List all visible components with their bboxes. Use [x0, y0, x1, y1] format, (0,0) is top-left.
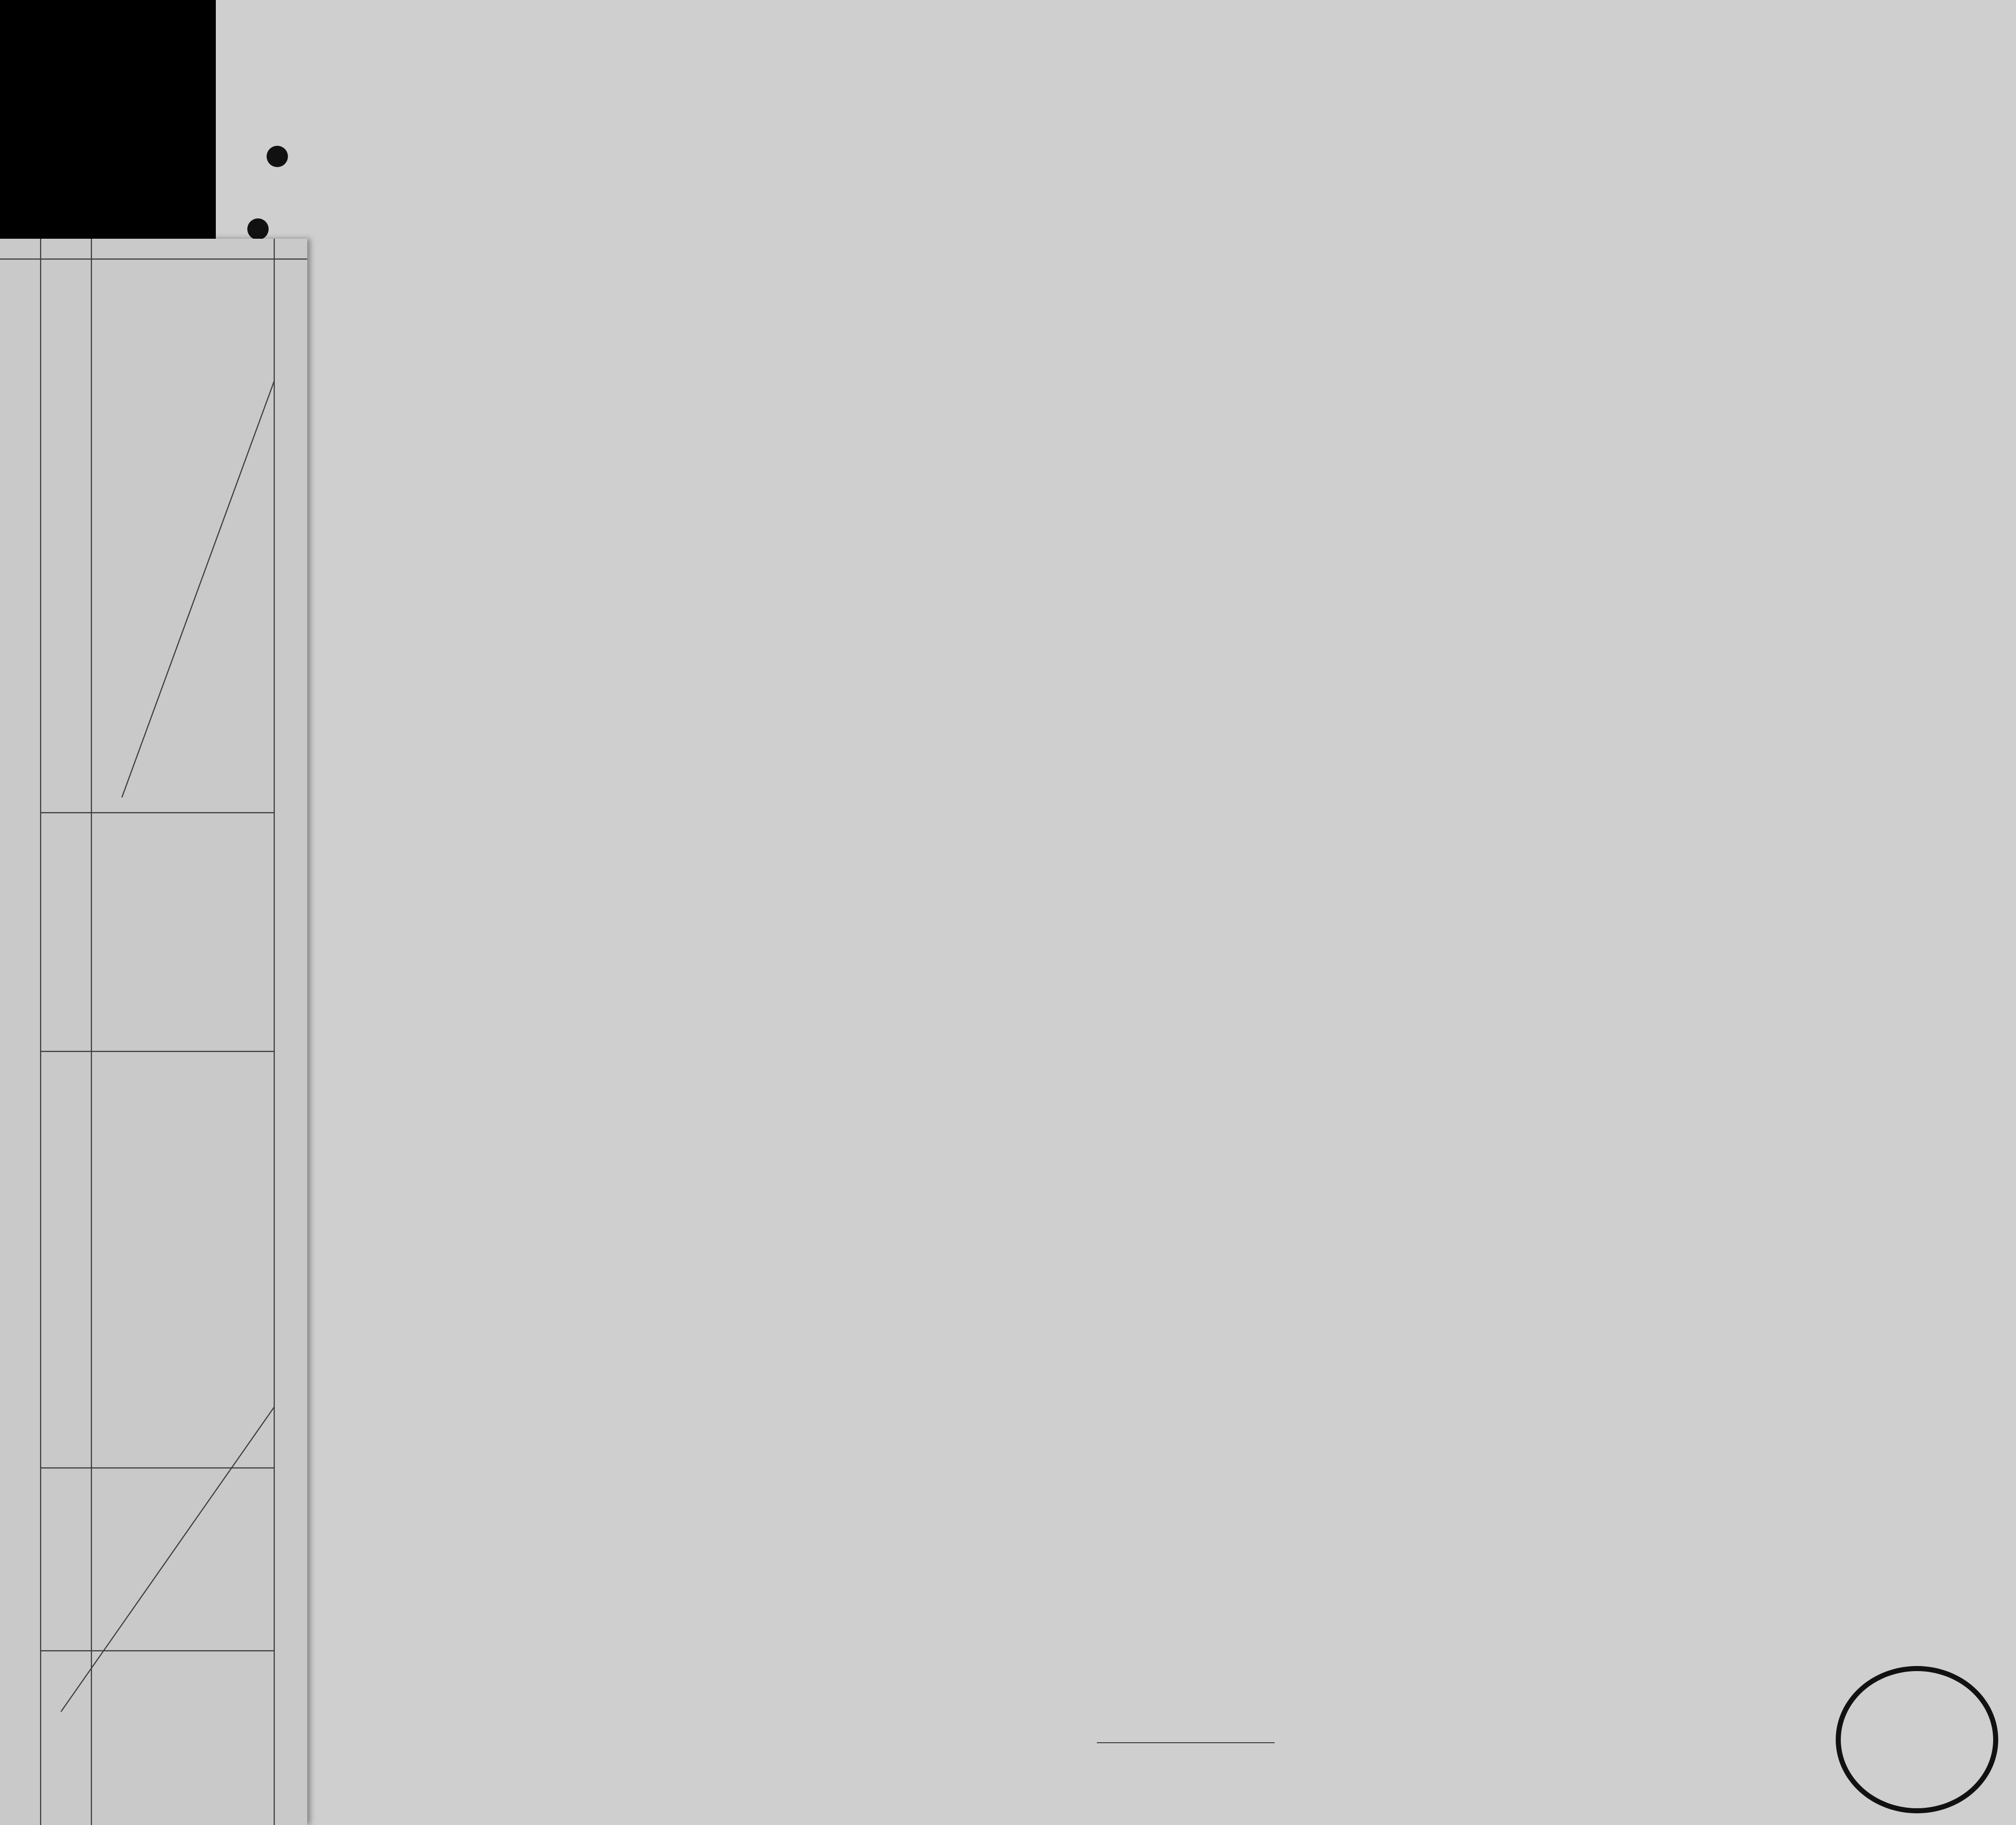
manifest-sheet: [216, 0, 2016, 1825]
strip-lines: [0, 239, 307, 1825]
manifest-grid: [216, 0, 2016, 1825]
inspector-label: [1097, 1742, 1275, 1745]
discharged-seamen-strip: [0, 239, 307, 1825]
marine-office-stamp: [1836, 1666, 1998, 1813]
